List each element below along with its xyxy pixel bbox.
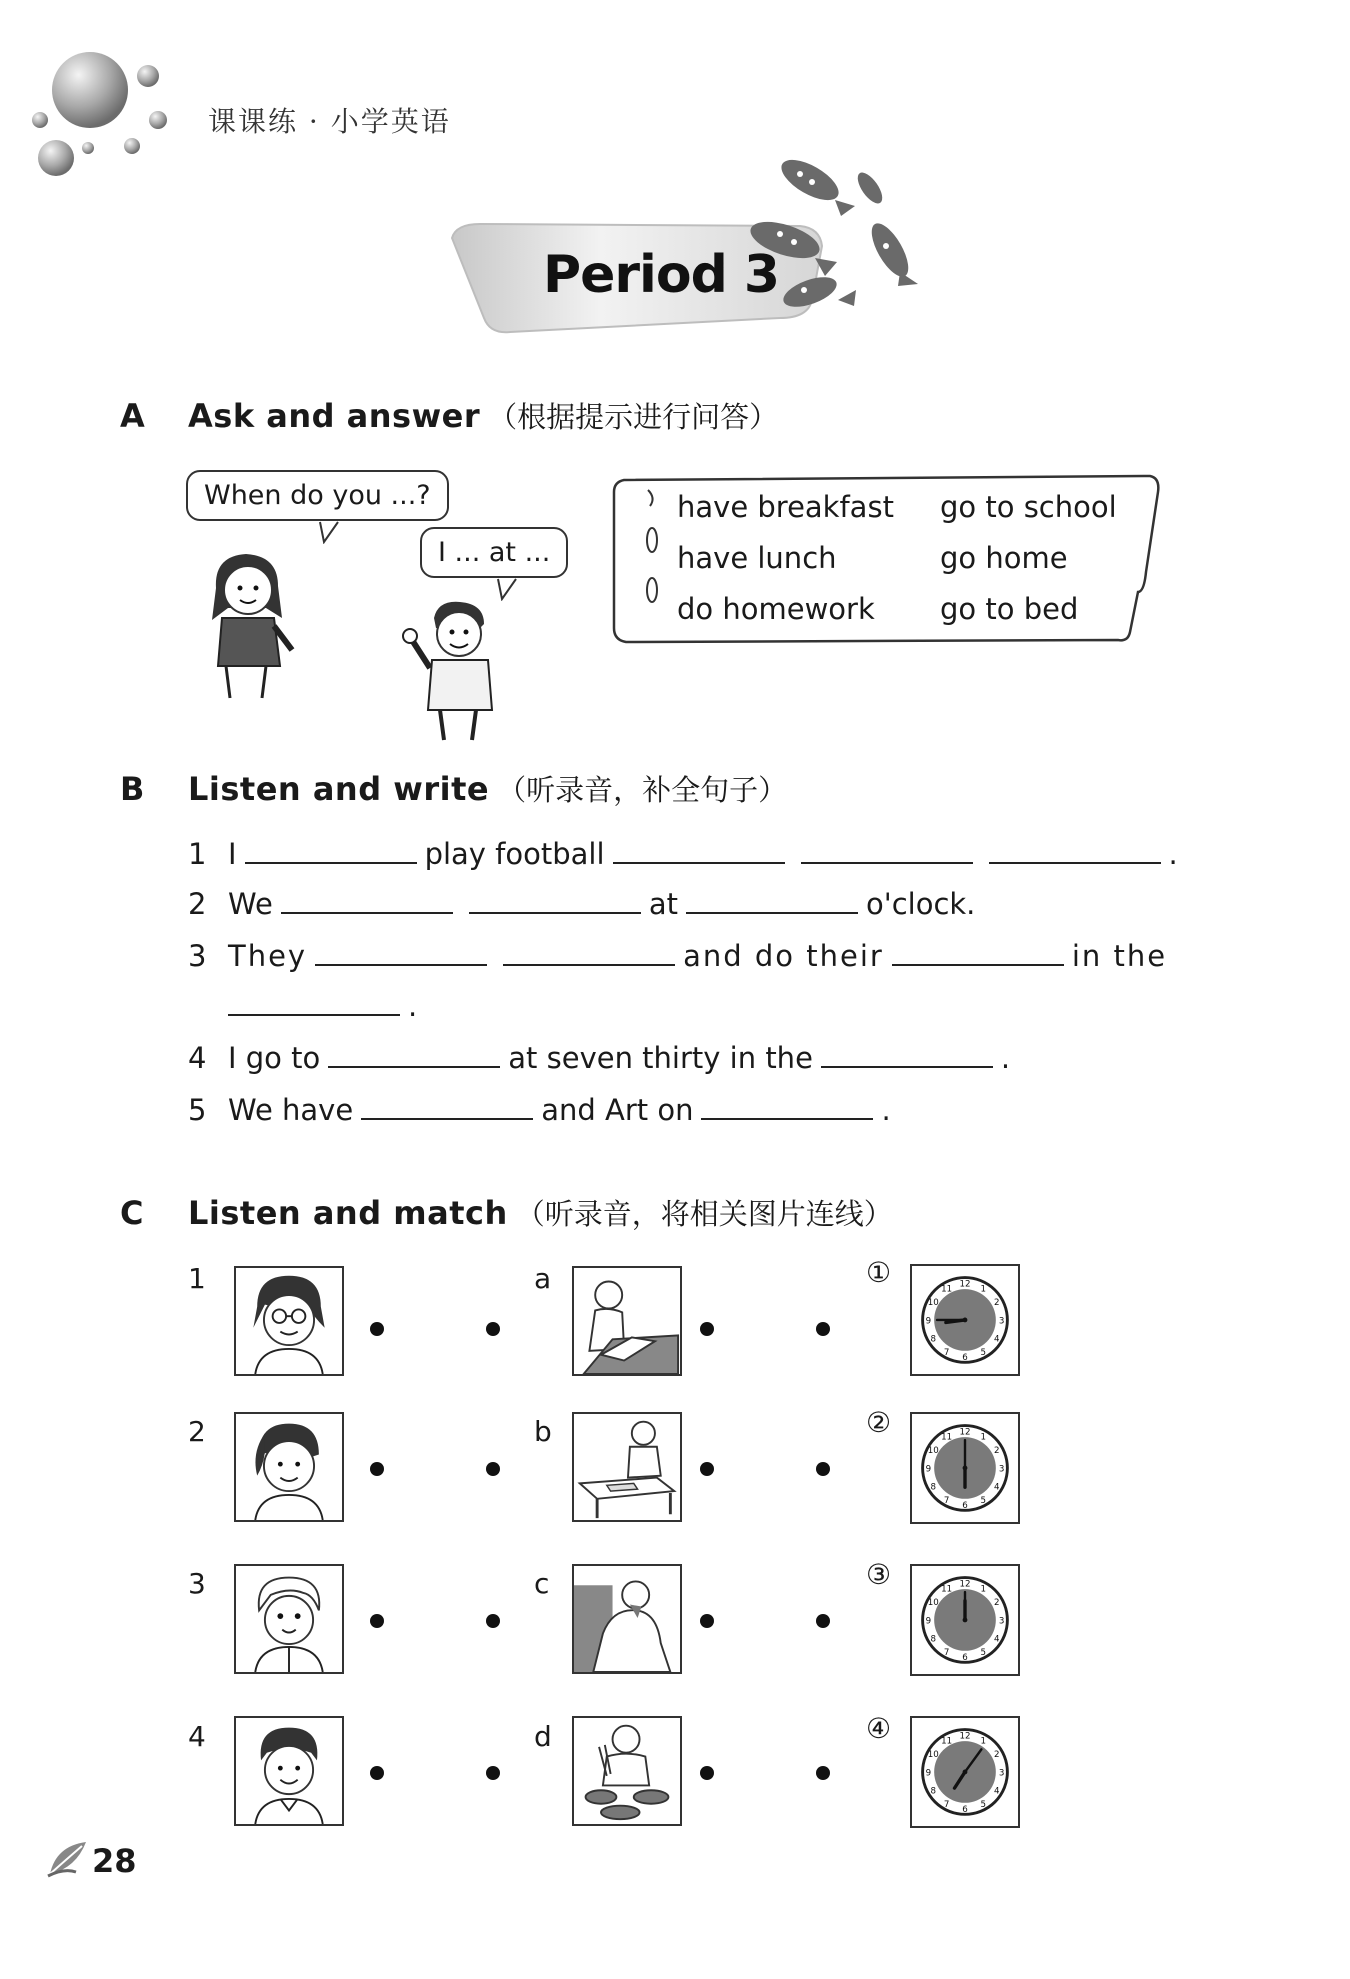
svg-text:7: 7 (943, 1348, 950, 1359)
match-dot[interactable] (486, 1462, 500, 1476)
person-picture (234, 1266, 344, 1376)
svg-text:6: 6 (962, 1652, 968, 1663)
clock-icon (923, 1578, 1008, 1663)
svg-text:10: 10 (927, 1298, 939, 1309)
section-a-heading (120, 395, 778, 436)
sentence-text: play football (424, 837, 605, 871)
clock-label: ④ (866, 1712, 892, 1745)
clock-picture (910, 1264, 1020, 1376)
activity-letter: c (534, 1567, 550, 1600)
match-dot[interactable] (700, 1462, 714, 1476)
sentence-2 (188, 886, 975, 921)
svg-text:7: 7 (943, 1496, 950, 1507)
page-number: 28 (92, 1842, 137, 1880)
svg-text:6: 6 (962, 1352, 968, 1363)
svg-text:9: 9 (925, 1616, 932, 1627)
section-b-heading (120, 768, 787, 809)
answer-blank[interactable] (801, 836, 973, 864)
section-title: Ask and answer (188, 397, 481, 435)
sentence-text: and do their (683, 939, 884, 973)
svg-text:12: 12 (959, 1579, 971, 1590)
speech-bubble-question: When do you ...? (186, 470, 449, 521)
sentence-text: I (228, 837, 237, 871)
phrase-item: have lunch (677, 541, 837, 575)
sentence-text: o'clock. (865, 887, 976, 921)
sentence-text: We have (228, 1093, 354, 1127)
answer-blank[interactable] (328, 1040, 500, 1068)
svg-text:1: 1 (980, 1432, 987, 1443)
clock-picture (910, 1564, 1020, 1676)
svg-text:5: 5 (980, 1648, 987, 1659)
svg-text:11: 11 (941, 1432, 953, 1443)
person-picture (234, 1716, 344, 1826)
match-dot[interactable] (370, 1766, 384, 1780)
sentence-text: I go to (228, 1041, 321, 1075)
svg-text:2: 2 (993, 1598, 1000, 1609)
svg-text:5: 5 (980, 1800, 987, 1811)
match-dot[interactable] (700, 1322, 714, 1336)
clock-icon (923, 1730, 1008, 1815)
sentence-text: We (228, 887, 273, 921)
item-number: 3 (188, 939, 209, 973)
svg-text:6: 6 (962, 1500, 968, 1511)
speech-bubble-answer: I ... at ... (420, 527, 568, 578)
answer-blank[interactable] (245, 836, 417, 864)
answer-blank[interactable] (821, 1040, 993, 1068)
person-number: 3 (188, 1567, 206, 1600)
sentence-5 (188, 1092, 891, 1127)
section-letter: A (120, 397, 145, 435)
activity-letter: d (534, 1720, 552, 1753)
phrase-item: go home (940, 541, 1068, 575)
sentence-1 (188, 836, 1178, 871)
match-dot[interactable] (486, 1766, 500, 1780)
svg-text:7: 7 (943, 1648, 950, 1659)
item-number: 2 (188, 887, 207, 921)
svg-text:4: 4 (993, 1482, 1000, 1493)
clock-icon (923, 1426, 1008, 1511)
svg-text:10: 10 (927, 1598, 939, 1609)
activity-letter: b (534, 1415, 552, 1448)
clock-label: ① (866, 1256, 892, 1289)
svg-text:2: 2 (993, 1298, 1000, 1309)
sentence-text: at (648, 887, 678, 921)
svg-text:4: 4 (993, 1334, 1000, 1345)
clock-picture (910, 1716, 1020, 1828)
svg-text:9: 9 (925, 1464, 932, 1475)
svg-text:9: 9 (925, 1316, 932, 1327)
sentence-text: . (881, 1093, 891, 1127)
match-dot[interactable] (486, 1322, 500, 1336)
sentence-3-continued (228, 988, 417, 1023)
person-number: 2 (188, 1415, 206, 1448)
answer-blank[interactable] (892, 938, 1064, 966)
match-dot[interactable] (816, 1462, 830, 1476)
svg-text:12: 12 (959, 1427, 971, 1438)
match-dot[interactable] (816, 1614, 830, 1628)
match-dot[interactable] (816, 1322, 830, 1336)
activity-picture (572, 1716, 682, 1826)
answer-blank[interactable] (989, 836, 1161, 864)
svg-text:2: 2 (993, 1446, 1000, 1457)
activity-picture (572, 1412, 682, 1522)
section-title: Listen and write (188, 770, 490, 808)
section-subtitle: （听录音，补全句子） (497, 773, 788, 807)
svg-text:9: 9 (925, 1768, 932, 1779)
svg-text:8: 8 (930, 1482, 937, 1493)
sentence-text: at seven thirty in the (508, 1041, 813, 1075)
section-letter: C (120, 1194, 144, 1232)
svg-text:11: 11 (941, 1736, 953, 1747)
svg-text:4: 4 (993, 1634, 1000, 1645)
leaf-icon (46, 1838, 92, 1878)
sentence-text: in the (1071, 939, 1168, 973)
match-dot[interactable] (370, 1462, 384, 1476)
svg-text:10: 10 (927, 1446, 939, 1457)
svg-text:12: 12 (959, 1731, 971, 1742)
section-subtitle: （听录音，将相关图片连线） (515, 1197, 893, 1231)
person-number: 4 (188, 1720, 206, 1753)
svg-text:5: 5 (980, 1348, 987, 1359)
svg-text:3: 3 (998, 1464, 1005, 1475)
answer-blank[interactable] (228, 988, 400, 1016)
activity-letter: a (534, 1262, 552, 1295)
svg-text:10: 10 (927, 1750, 939, 1761)
clock-icon (923, 1278, 1008, 1363)
boy-illustration (400, 598, 512, 743)
svg-text:3: 3 (998, 1616, 1005, 1627)
svg-text:1: 1 (980, 1584, 987, 1595)
person-picture (234, 1564, 344, 1674)
clock-label: ② (866, 1406, 892, 1439)
svg-text:4: 4 (993, 1786, 1000, 1797)
sentence-4 (188, 1040, 1010, 1075)
item-number: 5 (188, 1093, 207, 1127)
phrase-item: go to school (940, 490, 1117, 524)
match-dot[interactable] (700, 1766, 714, 1780)
clock-picture (910, 1412, 1020, 1524)
svg-text:12: 12 (959, 1279, 971, 1290)
section-letter: B (120, 770, 145, 808)
match-dot[interactable] (700, 1614, 714, 1628)
svg-text:11: 11 (941, 1584, 953, 1595)
answer-blank[interactable] (315, 938, 487, 966)
svg-text:6: 6 (962, 1804, 968, 1815)
person-number: 1 (188, 1262, 206, 1295)
section-subtitle: （根据提示进行问答） (488, 400, 779, 434)
answer-blank[interactable] (281, 886, 453, 914)
svg-text:11: 11 (941, 1284, 953, 1295)
activity-picture (572, 1266, 682, 1376)
svg-text:2: 2 (993, 1750, 1000, 1761)
phrase-item: go to bed (940, 592, 1079, 626)
item-number: 1 (188, 837, 207, 871)
sentence-text: and Art on (541, 1093, 694, 1127)
sentence-text: . (1000, 1041, 1011, 1075)
clock-label: ③ (866, 1558, 892, 1591)
svg-text:8: 8 (930, 1786, 937, 1797)
decorative-bubbles (28, 48, 178, 178)
section-c-heading (120, 1192, 893, 1233)
phrase-item: do homework (677, 592, 875, 626)
bubble-tail (318, 520, 342, 544)
svg-text:8: 8 (930, 1334, 937, 1345)
person-picture (234, 1412, 344, 1522)
svg-text:7: 7 (943, 1800, 950, 1811)
match-dot[interactable] (370, 1322, 384, 1336)
svg-text:5: 5 (980, 1496, 987, 1507)
svg-text:3: 3 (998, 1768, 1005, 1779)
book-title: 课课练 · 小学英语 (208, 105, 451, 138)
answer-blank[interactable] (701, 1092, 873, 1120)
phrase-item: have breakfast (677, 490, 894, 524)
match-dot[interactable] (370, 1614, 384, 1628)
svg-text:1: 1 (980, 1736, 987, 1747)
item-number: 4 (188, 1041, 207, 1075)
sentence-text: . (408, 989, 418, 1023)
sentence-text: . (1168, 837, 1178, 871)
svg-text:8: 8 (930, 1634, 937, 1645)
answer-blank[interactable] (469, 886, 641, 914)
answer-blank[interactable] (361, 1092, 533, 1120)
section-title: Listen and match (188, 1194, 508, 1232)
answer-blank[interactable] (503, 938, 675, 966)
match-dot[interactable] (486, 1614, 500, 1628)
match-dot[interactable] (816, 1766, 830, 1780)
activity-picture (572, 1564, 682, 1674)
svg-text:1: 1 (980, 1284, 987, 1295)
sentence-3 (188, 938, 1167, 973)
svg-text:3: 3 (998, 1316, 1005, 1327)
sentence-text: They (228, 939, 308, 973)
answer-blank[interactable] (613, 836, 785, 864)
period-title: Period 3 (543, 245, 780, 305)
answer-blank[interactable] (686, 886, 858, 914)
girl-illustration (196, 548, 306, 706)
